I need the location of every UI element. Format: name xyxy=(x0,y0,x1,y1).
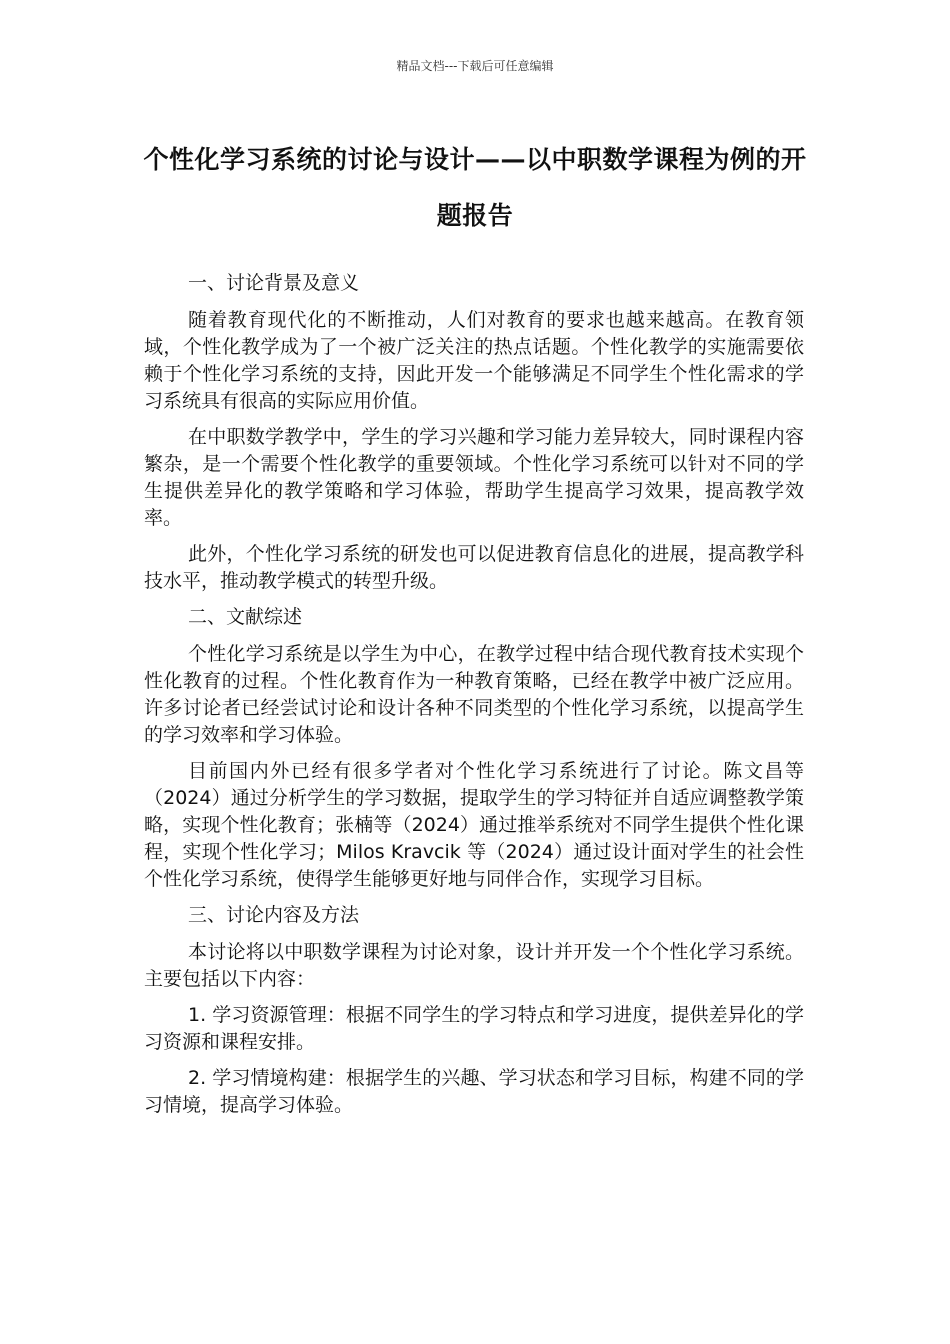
paragraph: 在中职数学教学中，学生的学习兴趣和学习能力差异较大，同时课程内容繁杂，是一个需要个性化教学的重要领域。个性化学习系统可以针对不同的学生提供差异化的教学策略和学习体验，帮助学生提高学习效果，提高教学效率。 xyxy=(144,426,804,529)
document-title: 个性化学习系统的讨论与设计——以中职数学课程为例的开题报告 xyxy=(143,145,807,230)
paragraph: 本讨论将以中职数学课程为讨论对象，设计并开发一个个性化学习系统。主要包括以下内容： xyxy=(144,941,804,990)
section-heading-1: 一、讨论背景及意义 xyxy=(188,272,360,294)
list-item: 1. 学习资源管理：根据不同学生的学习特点和学习进度，提供差异化的学习资源和课程安排。 xyxy=(144,1004,804,1053)
paragraph: 随着教育现代化的不断推动，人们对教育的要求也越来越高。在教育领域，个性化教学成为了一个被广泛关注的热点话题。个性化教学的实施需要依赖于个性化学习系统的支持，因此开发一个能够满足不同学生个性化需求的学习系统具有很高的实际应用价值。 xyxy=(144,309,804,412)
paragraph: 此外，个性化学习系统的研发也可以促进教育信息化的进展，提高教学科技水平，推动教学模式的转型升级。 xyxy=(144,543,804,592)
header-note: 精品文档---下载后可任意编辑 xyxy=(396,59,554,73)
paragraph: 目前国内外已经有很多学者对个性化学习系统进行了讨论。陈文昌等（2024）通过分析学生的学习数据，提取学生的学习特征并自适应调整教学策略，实现个性化教育；张楠等（2024）通过推举系统对不同学生提供个性化课程，实现个性化学习；Milos Kravcik 等（2024）通过设计面对学生的社会性个性化学习系统，使得学生能够更好地与同伴合作，实现学习目标。 xyxy=(144,760,804,890)
document-body xyxy=(144,270,804,1128)
section-heading-3: 三、讨论内容及方法 xyxy=(188,904,360,926)
paragraph: 个性化学习系统是以学生为中心，在教学过程中结合现代教育技术实现个性化教育的过程。个性化教育作为一种教育策略，已经在教学中被广泛应用。许多讨论者已经尝试讨论和设计各种不同类型的个性化学习系统，以提高学生的学习效率和学习体验。 xyxy=(144,643,804,746)
section-heading-2: 二、文献综述 xyxy=(188,606,303,628)
list-item: 2. 学习情境构建：根据学生的兴趣、学习状态和学习目标，构建不同的学习情境，提高学习体验。 xyxy=(144,1067,804,1116)
